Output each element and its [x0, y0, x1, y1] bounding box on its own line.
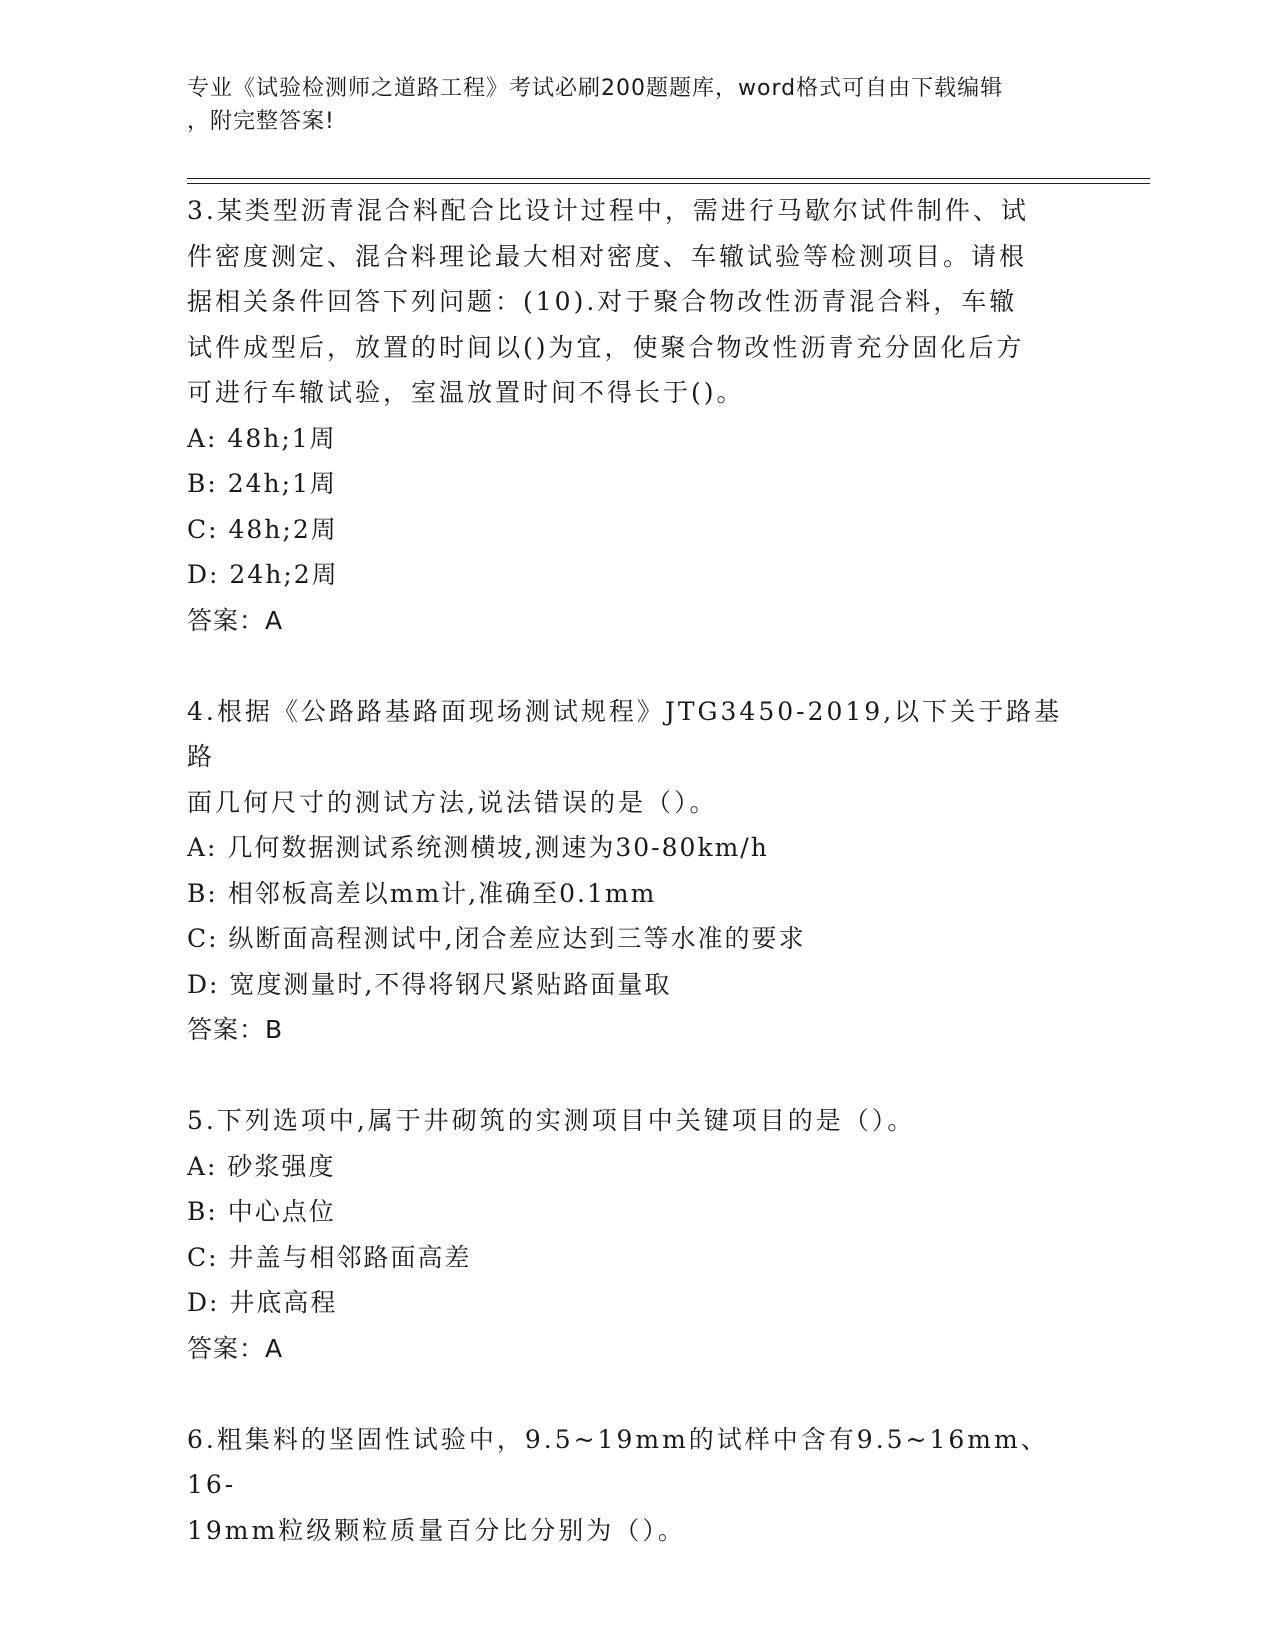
question-5 — [187, 1098, 1087, 1371]
spacer — [187, 643, 1087, 689]
question-5-line-1: 5.下列选项中,属于井砌筑的实测项目中关键项目的是（）。 — [187, 1106, 916, 1135]
question-5-option-c: C: 井盖与相邻路面高差 — [187, 1242, 472, 1272]
document-header — [187, 72, 1087, 138]
question-4-answer: 答案：B — [187, 1015, 284, 1044]
question-4-option-b: B: 相邻板高差以mm计,准确至0.1mm — [187, 878, 657, 908]
header-line-1: 专业《试验检测师之道路工程》考试必刷200题题库，word格式可自由下载编辑 — [187, 76, 1004, 101]
question-5-option-b: B: 中心点位 — [187, 1197, 336, 1226]
question-5-answer: 答案：A — [187, 1333, 284, 1363]
question-4-line-1: 4.根据《公路路基路面现场测试规程》JTG3450-2019,以下关于路基路 — [187, 696, 1063, 771]
header-rule-top — [187, 178, 1150, 179]
question-3-option-b: B: 24h;1周 — [187, 469, 337, 498]
question-5-option-a: A: 砂浆强度 — [187, 1151, 336, 1181]
question-3-options — [187, 416, 1087, 598]
question-list — [187, 188, 1087, 1553]
question-3-option-d: D: 24h;2周 — [187, 560, 339, 589]
question-4-line-2: 面几何尺寸的测试方法,说法错误的是（）。 — [187, 787, 718, 817]
spacer — [187, 1371, 1087, 1417]
question-3-option-a: A: 48h;1周 — [187, 423, 337, 453]
question-3 — [187, 188, 1087, 643]
question-6 — [187, 1417, 1087, 1554]
question-4-options — [187, 825, 1087, 1007]
header-rule-bottom — [187, 183, 1150, 184]
question-4-option-c: C: 纵断面高程测试中,闭合差应达到三等水准的要求 — [187, 924, 806, 953]
question-6-line-1: 6.粗集料的坚固性试验中，9.5~19mm的试样中含有9.5~16mm、16- — [187, 1424, 1049, 1499]
question-5-option-d: D: 井底高程 — [187, 1288, 338, 1317]
question-3-line-2: 件密度测定、混合料理论最大相对密度、车辙试验等检测项目。请根 — [187, 241, 1028, 271]
header-line-2: ，附完整答案! — [187, 109, 335, 134]
question-3-line-5: 可进行车辙试验，室温放置时间不得长于()。 — [187, 378, 745, 407]
spacer — [187, 1053, 1087, 1099]
question-3-line-3: 据相关条件回答下列问题：(10).对于聚合物改性沥青混合料，车辙 — [187, 287, 1018, 316]
question-3-line-4: 试件成型后，放置的时间以()为宜，使聚合物改性沥青充分固化后方 — [187, 332, 1025, 362]
question-4-option-a: A: 几何数据测试系统测横坡,测速为30-80km/h — [187, 833, 769, 862]
question-5-options — [187, 1144, 1087, 1326]
question-3-option-c: C: 48h;2周 — [187, 514, 338, 544]
question-3-line-1: 3.某类型沥青混合料配合比设计过程中，需进行马歇尔试件制件、试 — [187, 196, 1029, 225]
question-4-option-d: D: 宽度测量时,不得将钢尺紧贴路面量取 — [187, 969, 672, 999]
question-3-answer: 答案：A — [187, 605, 284, 635]
question-6-line-2: 19mm粒级颗粒质量百分比分别为（）。 — [187, 1515, 686, 1545]
question-4 — [187, 689, 1087, 1053]
